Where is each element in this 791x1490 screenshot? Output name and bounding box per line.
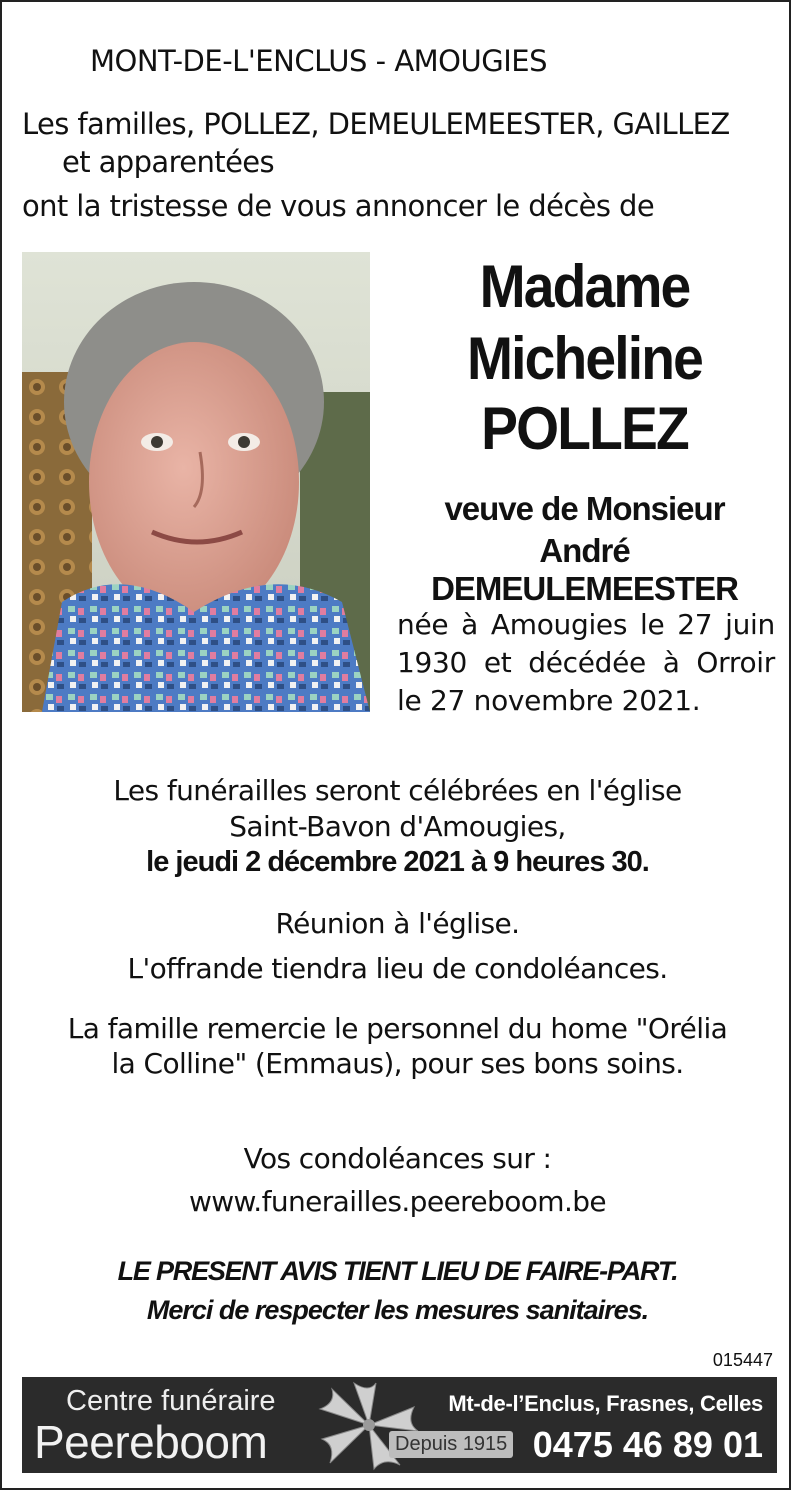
deceased-title: Madame xyxy=(479,253,690,320)
deceased-last-name: POLLEZ xyxy=(481,395,688,462)
condolences-url[interactable]: www.funerailles.peereboom.be xyxy=(188,1185,607,1218)
locality-heading: MONT-DE-L'ENCLUS - AMOUGIES xyxy=(90,44,547,78)
banner-locations: Mt-de-l’Enclus, Frasnes, Celles xyxy=(448,1391,763,1416)
announcement-line: ont la tristesse de vous annoncer le décès de xyxy=(22,189,655,223)
banner-line-1: Centre funéraire xyxy=(66,1385,276,1417)
banner-phone[interactable]: 0475 46 89 01 xyxy=(532,1424,763,1465)
reference-number: 015447 xyxy=(712,1350,773,1370)
funeral-date: le jeudi 2 décembre 2021 à 9 heures 30. xyxy=(146,846,649,878)
widow-line-1: veuve de Monsieur xyxy=(444,490,725,527)
offering-text: L'offrande tiendra lieu de condoléances. xyxy=(127,952,668,985)
condolences-label: Vos condoléances sur : xyxy=(243,1142,552,1175)
portrait-photo xyxy=(22,252,370,712)
widow-line-2: André DEMEULEMEESTER xyxy=(431,532,738,607)
banner-line-2: Peereboom xyxy=(34,1416,268,1468)
thanks-line-2: la Colline" (Emmaus), pour ses bons soins. xyxy=(111,1047,684,1080)
since-badge: Depuis 1915 xyxy=(389,1431,513,1458)
thanks-line-1: La famille remercie le personnel du home "Orélia xyxy=(67,1012,728,1045)
funeral-home-banner xyxy=(22,1377,777,1473)
notice-line-1: LE PRESENT AVIS TIENT LIEU DE FAIRE-PART. xyxy=(117,1256,678,1286)
birth-death-text: née à Amougies le 27 juin 1930 et décédée à Orroir le 27 novembre 2021. xyxy=(397,608,775,717)
funeral-line-2: Saint-Bavon d'Amougies, xyxy=(229,810,566,843)
notice-line-2: Merci de respecter les mesures sanitaires. xyxy=(146,1295,649,1325)
families-line-2: et apparentées xyxy=(62,145,275,179)
meeting-text: Réunion à l'église. xyxy=(275,907,520,940)
families-line-1: Les familles, POLLEZ, DEMEULEMEESTER, GAILLEZ xyxy=(22,107,730,141)
deceased-first-name: Micheline xyxy=(467,325,702,392)
funeral-line-1: Les funérailles seront célébrées en l'église xyxy=(113,774,682,807)
